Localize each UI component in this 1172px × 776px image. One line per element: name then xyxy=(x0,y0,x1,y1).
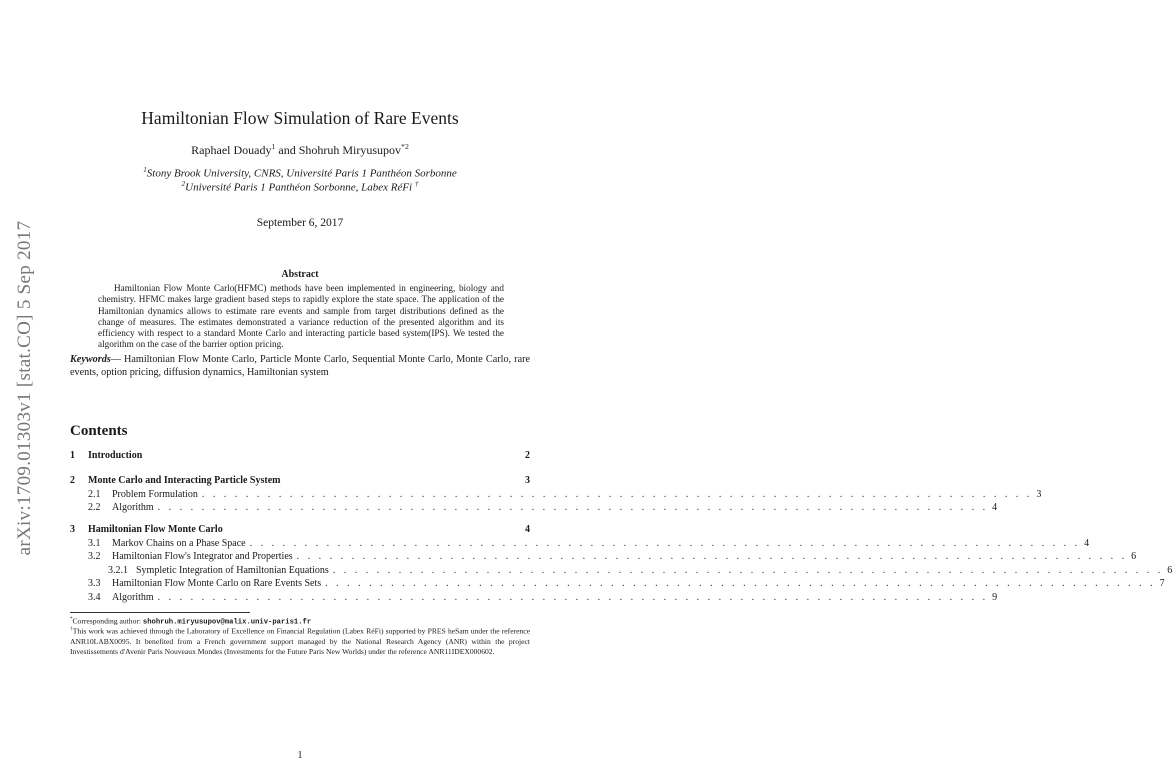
keywords-text: Hamiltonian Flow Monte Carlo, Particle Monte Carlo, Sequential Monte Carlo, Monte Carlo, rare events, option pricing, diffusion dynamics, Hamiltonian system xyxy=(70,354,531,378)
toc-title: Markov Chains on a Phase Space xyxy=(112,538,246,549)
keywords-sep: — xyxy=(110,354,125,365)
toc-title: Hamiltonian Flow Monte Carlo xyxy=(88,524,223,535)
footnote-2-text: This work was achieved through the Laboratory of Excellence on Financial Regulation (Labex RéFi) supported by PRES heSam under the reference ANR10LABX0095. It benefited from a French government support managed by the National Research Agency (ANR) within the project Investissements d'Avenir Paris Nouveaux Mondes (Investments for the Future Paris New Worlds) under the reference ANR11IDEX000602. xyxy=(70,626,531,657)
affiliation-1-text: Stony Brook University, CNRS, Université Paris 1 Panthéon Sorbonne xyxy=(146,167,457,180)
toc-entry-2[interactable] xyxy=(70,475,530,486)
toc-entry-2-2[interactable] xyxy=(70,502,998,513)
toc-leader: . . . . . . . . . . . . . . . . . . . . . . . . . . . . . . . . . . . . . . . . . . . . . . . . . . . . . . . . . . . . . . . . . . . . . . . . . . . . xyxy=(157,592,989,603)
affiliation-1 xyxy=(70,166,530,180)
toc-page: 6 xyxy=(1167,565,1172,576)
author-2-mark: *2 xyxy=(401,142,409,151)
toc-page: 4 xyxy=(992,502,998,513)
toc-entry-1[interactable] xyxy=(70,450,530,461)
toc-leader: . . . . . . . . . . . . . . . . . . . . . . . . . . . . . . . . . . . . . . . . . . . . . . . . . . . . . . . . . . . . . . . . . . . . . . . . . . . . xyxy=(201,489,1033,500)
toc-entry-3-2[interactable] xyxy=(70,551,1137,562)
footnote-2-mark: † xyxy=(70,627,73,632)
paper-date: September 6, 2017 xyxy=(256,217,344,229)
toc-title: Algorithm xyxy=(112,592,154,603)
toc-number: 1 xyxy=(70,450,75,461)
toc-number: 3.4 xyxy=(88,592,101,603)
arxiv-stamp: arXiv:1709.01303v1 [stat.CO] 5 Sep 2017 xyxy=(14,220,35,556)
affiliation-2-text: Université Paris 1 Panthéon Sorbonne, Labex RéFi xyxy=(185,181,413,194)
toc-entry-3[interactable] xyxy=(70,524,530,535)
toc-number: 2 xyxy=(70,475,75,486)
toc-number: 3.2.1 xyxy=(108,565,128,576)
toc-entry-3-3[interactable] xyxy=(70,578,1165,589)
affiliation-1-mark: 1 xyxy=(143,166,147,174)
toc-leader: . . . . . . . . . . . . . . . . . . . . . . . . . . . . . . . . . . . . . . . . . . . . . . . . . . . . . . . . . . . . . . . . . . . . . . . . . . . . xyxy=(332,565,1164,576)
footnote-rule xyxy=(70,612,250,613)
toc-page: 3 xyxy=(525,475,530,486)
toc-entry-3-1[interactable] xyxy=(70,538,1090,549)
author-line xyxy=(70,142,530,158)
footnote-1-mark: * xyxy=(70,617,73,622)
toc-page: 7 xyxy=(1159,578,1165,589)
affiliation-2-mark: 2 xyxy=(181,180,186,188)
toc-entry-2-1[interactable] xyxy=(70,489,1042,500)
toc-page: 9 xyxy=(992,592,998,603)
toc-entry-3-4[interactable] xyxy=(70,592,998,603)
toc-title: Hamiltonian Flow's Integrator and Properties xyxy=(112,551,293,562)
toc-leader: . . . . . . . . . . . . . . . . . . . . . . . . . . . . . . . . . . . . . . . . . . . . . . . . . . . . . . . . . . . . . . . . . . . . . . . . . . . . xyxy=(325,578,1156,589)
toc-number: 3 xyxy=(70,524,75,535)
author-2: Shohruh Miryusupov xyxy=(298,143,402,157)
toc-title: Algorithm xyxy=(112,502,154,513)
toc-number: 3.1 xyxy=(88,538,101,549)
toc-title: Hamiltonian Flow Monte Carlo on Rare Events Sets xyxy=(112,578,322,589)
page-number: 1 xyxy=(297,750,303,761)
affiliation-2 xyxy=(70,180,530,194)
keywords-label: Keywords xyxy=(70,354,111,365)
contents-heading: Contents xyxy=(70,423,128,439)
toc-page: 2 xyxy=(525,450,530,461)
toc-entry-3-2-1[interactable] xyxy=(70,565,1172,576)
author-email-link[interactable]: shohruh.miryusupov@malix.univ-paris1.fr xyxy=(142,618,312,627)
author-1: Raphael Douady xyxy=(191,143,272,157)
toc-title: Sympletic Integration of Hamiltonian Equations xyxy=(136,565,329,576)
keywords xyxy=(70,353,530,379)
toc-leader: . . . . . . . . . . . . . . . . . . . . . . . . . . . . . . . . . . . . . . . . . . . . . . . . . . . . . . . . . . . . . . . . . . . . . . . . . . . . xyxy=(249,538,1081,549)
toc-page: 4 xyxy=(525,524,530,535)
toc-number: 2.2 xyxy=(88,502,101,513)
footnote-2 xyxy=(70,625,530,658)
toc-title: Problem Formulation xyxy=(112,489,198,500)
toc-leader: . . . . . . . . . . . . . . . . . . . . . . . . . . . . . . . . . . . . . . . . . . . . . . . . . . . . . . . . . . . . . . . . . . . . . . . . . . . . xyxy=(157,502,989,513)
author-1-mark: 1 xyxy=(271,142,276,151)
toc-number: 2.1 xyxy=(88,489,101,500)
abstract-text: Hamiltonian Flow Monte Carlo(HFMC) methods have been implemented in engineering, biology and chemistry. HFMC makes large gradient based steps to rapidly explore the state space. The application of the Hamiltonian dynamics allows to estimate rare events and sample from target distributions defined as the change of measures. The estimates demonstrated a variance reduction of the presented algorithm and its efficiency with respect to a standard Monte Carlo and interacting particle based system(IPS). We tested the algorithm on the case of the barrier option pricing. xyxy=(98,283,504,350)
toc-number: 3.3 xyxy=(88,578,101,589)
toc-page: 3 xyxy=(1036,489,1042,500)
toc-leader: . . . . . . . . . . . . . . . . . . . . . . . . . . . . . . . . . . . . . . . . . . . . . . . . . . . . . . . . . . . . . . . . . . . . . . . . . . . . xyxy=(296,551,1128,562)
author-conjunction: and xyxy=(275,143,299,157)
abstract-heading: Abstract xyxy=(281,269,319,280)
paper-title: Hamiltonian Flow Simulation of Rare Events xyxy=(141,108,459,128)
footnote-1-prefix: Corresponding author: xyxy=(72,616,143,626)
toc-page: 6 xyxy=(1131,551,1137,562)
toc-number: 3.2 xyxy=(88,551,101,562)
toc-page: 4 xyxy=(1084,538,1090,549)
toc-title: Monte Carlo and Interacting Particle System xyxy=(88,475,281,486)
toc-title: Introduction xyxy=(88,450,143,461)
affiliation-2-dagger: † xyxy=(414,180,419,188)
